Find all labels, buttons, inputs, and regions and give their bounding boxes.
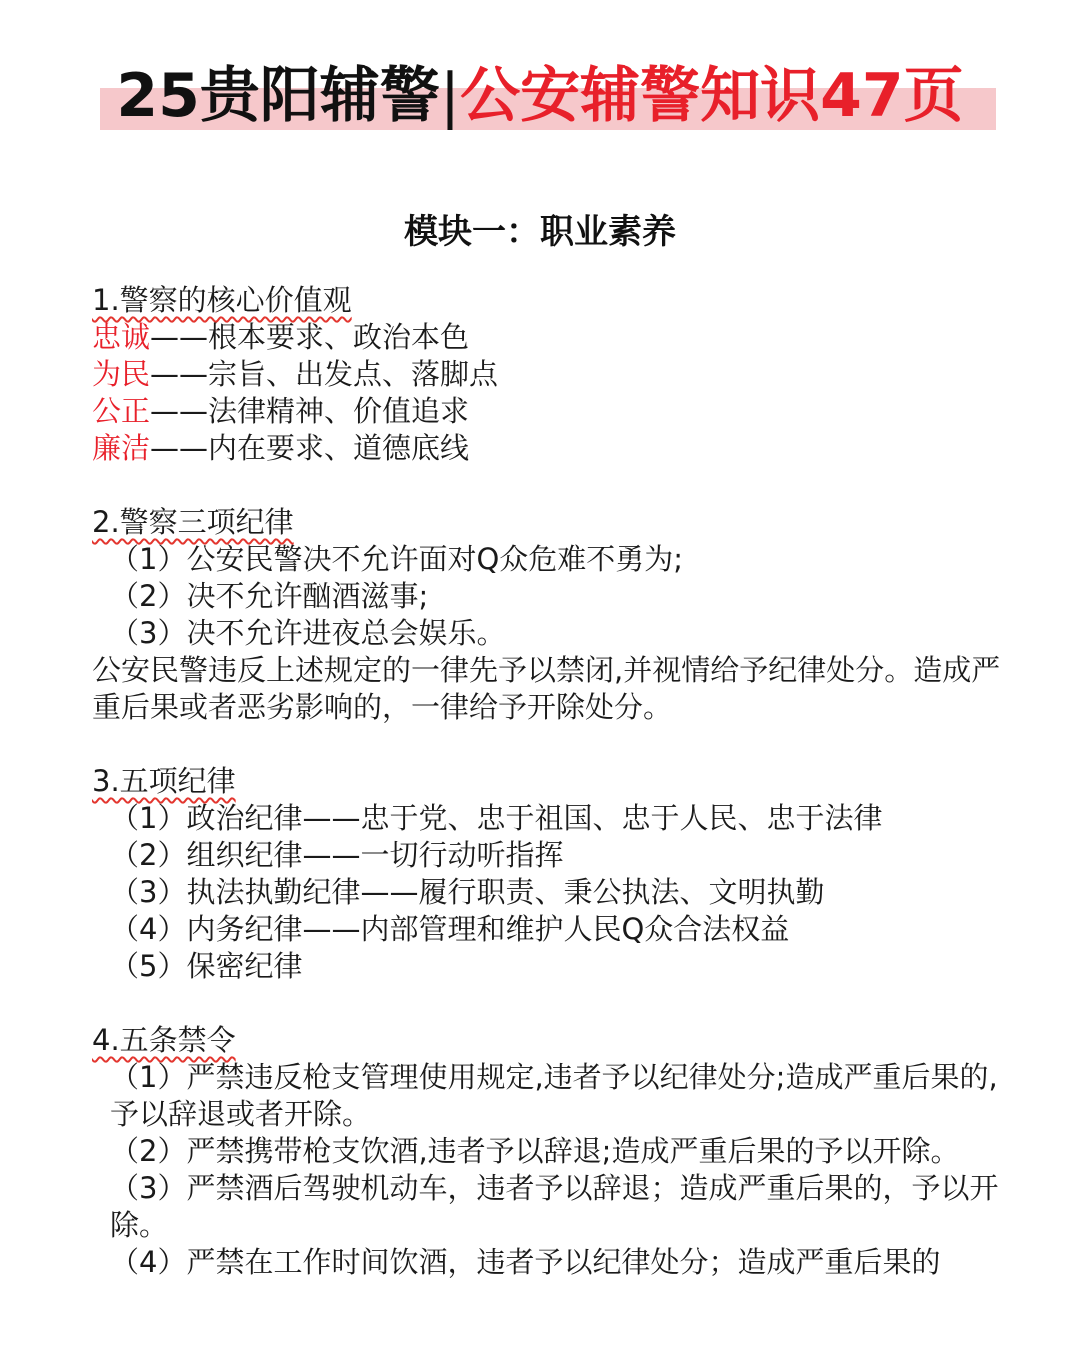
content-body (92, 282, 1012, 1318)
value-desc: ——法律精神、价值追求 (150, 394, 470, 428)
list-item: （1）政治纪律——忠于党、忠于祖国、忠于人民、忠于法律 (110, 801, 883, 835)
title-banner (0, 56, 1080, 146)
section-five-disciplines (92, 763, 1012, 985)
page-title (0, 56, 1080, 136)
paragraph: 公安民警违反上述规定的一律先予以禁闭,并视情给予纪律处分。造成严重后果或者恶劣影响的，一律给予开除处分。 (92, 653, 1001, 724)
section-heading: 3.五项纪律 (92, 764, 236, 798)
value-key: 公正 (92, 394, 151, 428)
list-item: （1）公安民警决不允许面对Q众危难不勇为; (110, 542, 684, 576)
section-heading: 1.警察的核心价值观 (92, 283, 352, 317)
section-three-disciplines (92, 504, 1012, 726)
list-item: （4）内务纪律——内部管理和维护人民Q众合法权益 (110, 912, 790, 946)
section-five-prohibitions (92, 1022, 1012, 1281)
title-black-part: 25贵阳辅警 (116, 61, 440, 131)
section-heading: 4.五条禁令 (92, 1023, 236, 1057)
value-desc: ——根本要求、政治本色 (150, 320, 470, 354)
title-red-part: 公安辅警知识47页 (460, 61, 964, 131)
list-item: （5）保密纪律 (110, 949, 303, 983)
list-item: （4）严禁在工作时间饮酒，违者予以纪律处分；造成严重后果的 (110, 1245, 941, 1279)
list-item: （3）决不允许进夜总会娱乐。 (110, 616, 506, 650)
section-core-values (92, 282, 1012, 467)
list-item: （2）严禁携带枪支饮酒,违者予以辞退;造成严重后果的予以开除。 (110, 1134, 960, 1168)
list-item: （2）决不允许酗酒滋事; (110, 579, 429, 613)
value-key: 为民 (92, 357, 151, 391)
title-separator: | (439, 61, 461, 131)
list-item (92, 356, 1012, 393)
value-desc: ——内在要求、道德底线 (150, 431, 470, 465)
list-item: （1）严禁违反枪支管理使用规定,违者予以纪律处分;造成严重后果的,予以辞退或者开除。 (110, 1060, 998, 1131)
list-item (92, 430, 1012, 467)
value-key: 廉洁 (92, 431, 151, 465)
value-desc: ——宗旨、出发点、落脚点 (150, 357, 499, 391)
list-item (92, 393, 1012, 430)
list-item: （3）执法执勤纪律——履行职责、秉公执法、文明执勤 (110, 875, 825, 909)
value-key: 忠诚 (92, 320, 151, 354)
module-title: 模块一：职业素养 (404, 212, 676, 252)
section-heading: 2.警察三项纪律 (92, 505, 294, 539)
list-item (92, 319, 1012, 356)
list-item: （2）组织纪律——一切行动听指挥 (110, 838, 564, 872)
list-item: （3）严禁酒后驾驶机动车，违者予以辞退；造成严重后果的，予以开除。 (110, 1171, 999, 1242)
